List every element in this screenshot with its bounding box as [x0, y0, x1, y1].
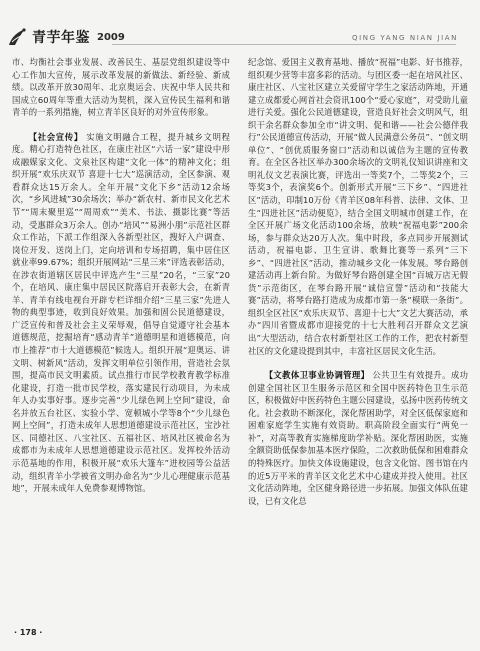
section-body: 实施文明融合工程，提升城乡文明程度。精心打造特色社区，在康庄社区“六话一家”建设中形成融媒家文化、文泉社区构建“文化一体”的精神文化；组织开展“欢乐庆双节 喜迎十七大”巡演活动，全区参演、观看群众达15万余人。全年开展“文化下乡”活动12余场次，“乡风进城”30余场次；举办“新农村、新市民文化艺术节”“周末聚里巡”“周周欢”“美术、书法、摄影比赛”等活动，受惠群众3万余人。创办“培风”“易洲小朋”示范社区群众工作站，下派工作组深入各新型社区，搜好入户调查、岗位开发、送岗上门，定向培训和专场招聘，集中居住区就业率99.67%；组织开展网站“三星三来”评选表彰活动，在涉农街道辖区居民中评选产生“三星”20名，“三家”20个，在培风、康庄集中居民区院落启开表彰大会，在新青羊、青羊有线电视台开辟专栏详细介绍“三星三家”先进人物的典型事迹，收到良好效果。加强和固公民道德建设，广泛宣传和普及社会主义荣辱观，倡导自觉遵守社会基本道德规范，挖掘培育“感动青羊”道德明星和道德模范，向市上推荐“市十大道德模范”候选人。组织开展“迎奥运、讲文明、树新风”活动，发挥文明单位引领作用，营造社会氛围，提高市民文明素质。试点推行市民学校教育教学标准化建设，打造一批市民学校，落实建民行动项目，为未成年人办实事好事。逐步完善“少儿绿色网上空间”建设，命名并放五台社区、实验小学、宽顿城小学等8个“少儿绿色网上空间”，打造未成年人思想道德建设示范社区，宝沙社区、同德社区、八宝社区、五福社区、培风社区被命名为成都市为未成年人思想道德建设示范社区。发挥校外活动示范基地的作用，积极开展“欢乐大篷车”进校园等公益活动，组织青羊小学被省文明办命名为“少儿心理健康示范基地”，开展未成年人免费参观博物馆。 — [12, 131, 230, 494]
page-number: · 178 · — [14, 628, 43, 637]
section-heading: 【社会宣传】 — [28, 131, 83, 142]
section-heading: 【文教体卫事业协调管理】 — [264, 370, 370, 381]
left-column — [12, 56, 230, 495]
right-column — [248, 56, 468, 507]
yearbook-title: 青芋年鉴 — [32, 30, 90, 46]
header-rule — [112, 44, 456, 45]
section-paragraph — [12, 131, 230, 495]
ornament-icon — [6, 26, 28, 48]
yearbook-logo — [6, 26, 125, 48]
paragraph: 纪念馆、爱国主义教育基地、播放“祝福”电影、好书推荐，组织观少营等丰富多彩的活动。与团区委一起在培风社区、康庄社区、八宝社区建立关爱留守学生之家活动阵地，开通建立成都爱心网首社会资讯100个“爱心家庭”，对受助儿童进行关爱。强化公民道德建设，营造良好社会文明风气，组织干余名群众参加全市“讲文明、促和谐——社会公德伴我行”公民道德宣传活动，开展“做人民满意公务员”、“创文明单位”、“创优质服务窗口”活动和以诚信为主题的宣传教育。在全区各社区举办300余场次的文明礼仪知识讲座和文明礼仪文艺表演比赛，评选出一等奖7个，二等奖2个，三等奖3个，表演奖6个。创新形式开展“三下乡”、“四进社区”活动，印制10万份《青羊区08年科普、法律、文体、卫生“四进社区”活动便览》，结合全国文明城市创建工作，在全区开展广场文化活动100余场，放映“祝福电影”200余场，参与群众达20万人次。集中时段，多点同步开展测试活动，祝福电影、卫生宣讲、歌舞比赛等一系列“三下乡”、“四进社区”活动，推动城乡文化一体发展。琴台路创建活动再上新台阶。为做好琴台路创建全国“百城万店无假货”示范街区，在琴台路开展“诚信宣誓”活动和“技能大赛”活动，将琴台路打造成为成都市第一条“模联一条街”。组织全区社区“欢乐庆双节、喜迎十七大”文艺大赛活动，承办“四川省暨成都市迎接党的十七大胜利召开群众文艺演出”大型活动，结合农村新型社区工作的工作，把农村新型社区的文化建设提到其中，丰富社区居民文化生活。 — [248, 57, 468, 356]
section-body: 公共卫生有效提升。成功创建全国社区卫生服务示范区和全国中医药特色卫生示范区，积极做好中医药特色主题公园建设，弘扬中医药传统文化。社会救助不断深化，深化帮困助学，对全区低保家庭和困难家庭学生实施有效资助。职高阶段全面实行“两免一补”，对高等教育实施梯度助学补贴。深化帮困助医，实施全额资助低保参加基本医疗保险，二次救助低保和困难群众的特殊医疗。加快文体设施建设，包含文化馆、图书馆在内的近5万平米的青羊区文化艺术中心建成并投入使用。社区文化活动阵地，全区健身路径进一步拓展。加强文体队伍建设，已有文化总 — [248, 370, 468, 506]
yearbook-year: 2009 — [97, 31, 125, 43]
paragraph: 市、均衡社会事业发展、改善民生、基层党组织建设等中心工作加大宣传，展示改革发展的新做法、新经验、新成绩。以改革开放30周年、北京奥运会、庆祝中华人民共和国成立60周年等重大活动为契机，深入宣传民生福利和谐青羊的一系列措施，树立青羊区良好的对外宣传形象。 — [12, 57, 230, 118]
page-header — [0, 0, 480, 54]
header-pinyin: QING YANG NIAN JIAN — [352, 34, 458, 42]
section-paragraph — [248, 369, 468, 507]
